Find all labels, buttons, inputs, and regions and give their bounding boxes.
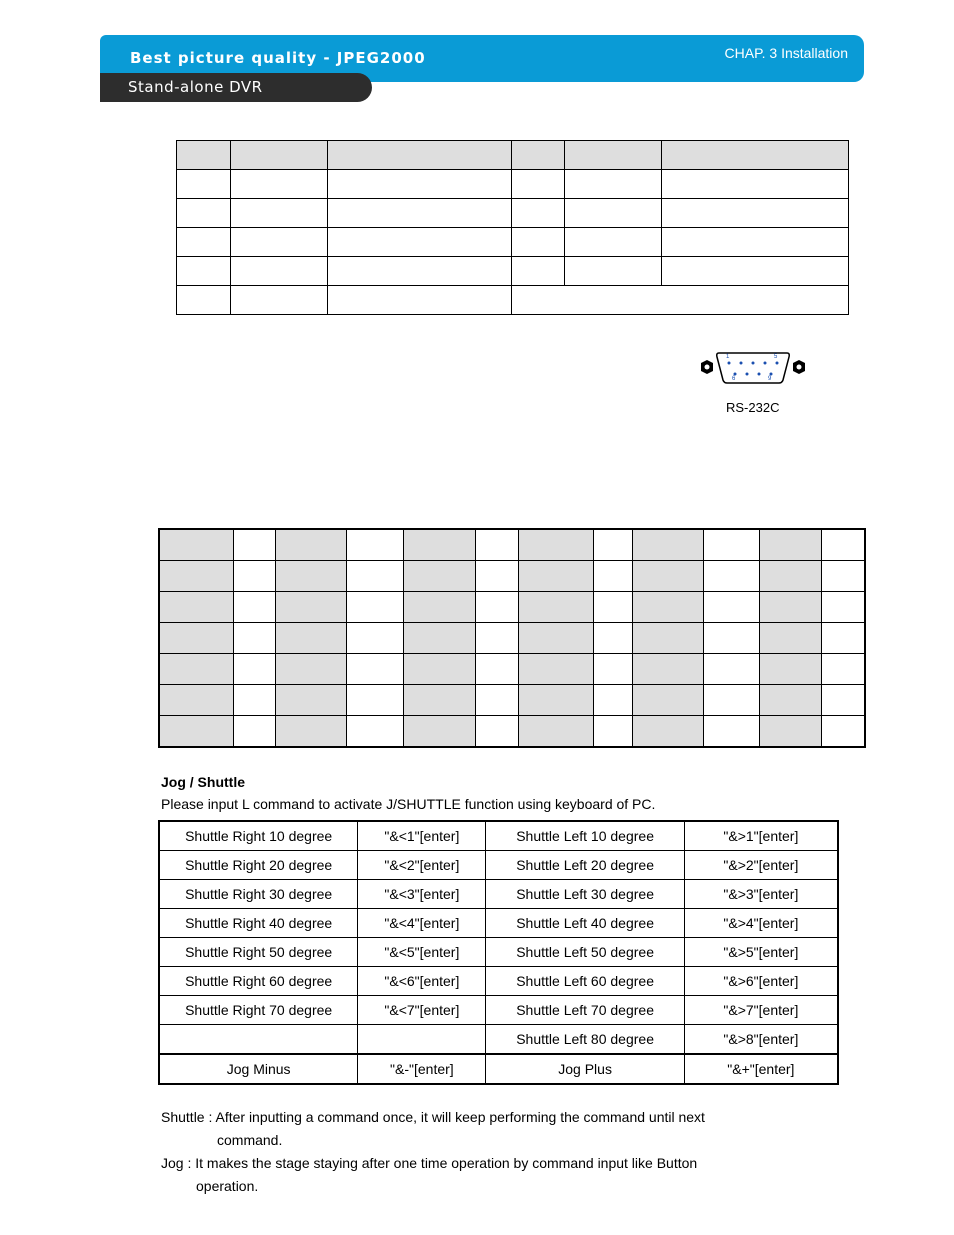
command-row bbox=[159, 1054, 838, 1084]
command-row bbox=[159, 967, 838, 996]
command-row bbox=[159, 909, 838, 938]
command-row bbox=[159, 851, 838, 880]
command-row bbox=[159, 996, 838, 1025]
command-key: "&>7"[enter] bbox=[684, 996, 838, 1025]
command-key: "&<6"[enter] bbox=[358, 967, 486, 996]
command-row bbox=[159, 821, 838, 851]
rs232-connector-icon bbox=[697, 348, 809, 388]
pin-table-row bbox=[177, 257, 849, 286]
command-key: "&>5"[enter] bbox=[684, 938, 838, 967]
command-name: Shuttle Left 30 degree bbox=[486, 880, 684, 909]
command-name: Shuttle Left 40 degree bbox=[486, 909, 684, 938]
key-grid-row bbox=[159, 592, 865, 623]
shuttle-note-line: Shuttle : After inputting a command once, it will keep performing the command until next bbox=[161, 1109, 705, 1125]
command-row bbox=[159, 938, 838, 967]
command-name: Shuttle Right 40 degree bbox=[159, 909, 358, 938]
shuttle-note bbox=[161, 1106, 705, 1152]
pin-table bbox=[176, 140, 849, 315]
pin-table-row bbox=[177, 170, 849, 199]
command-key: "&-"[enter] bbox=[358, 1054, 486, 1084]
chapter-label: CHAP. 3 Installation bbox=[724, 45, 848, 61]
command-key: "&<3"[enter] bbox=[358, 880, 486, 909]
command-name bbox=[159, 1025, 358, 1055]
connector-label: RS-232C bbox=[726, 400, 780, 415]
pin-table-row bbox=[177, 228, 849, 257]
command-name: Shuttle Right 10 degree bbox=[159, 821, 358, 851]
header-subtitle: Stand-alone DVR bbox=[128, 78, 263, 96]
pin-table-row bbox=[177, 286, 849, 315]
command-key: "&>3"[enter] bbox=[684, 880, 838, 909]
command-row bbox=[159, 1025, 838, 1055]
command-name: Shuttle Right 30 degree bbox=[159, 880, 358, 909]
key-grid-row bbox=[159, 654, 865, 685]
command-key: "&<4"[enter] bbox=[358, 909, 486, 938]
key-grid-row bbox=[159, 716, 865, 748]
command-key bbox=[358, 1025, 486, 1055]
command-name: Shuttle Right 20 degree bbox=[159, 851, 358, 880]
key-grid-row bbox=[159, 685, 865, 716]
command-name: Shuttle Right 50 degree bbox=[159, 938, 358, 967]
subtitle-tab bbox=[100, 73, 372, 102]
pin-label: 6 bbox=[732, 376, 736, 382]
command-name: Shuttle Left 70 degree bbox=[486, 996, 684, 1025]
command-name: Shuttle Left 50 degree bbox=[486, 938, 684, 967]
command-key: "&>4"[enter] bbox=[684, 909, 838, 938]
command-key: "&<2"[enter] bbox=[358, 851, 486, 880]
pin-label: 1 bbox=[726, 354, 730, 360]
pin-table-row bbox=[177, 199, 849, 228]
jog-note-line: operation. bbox=[196, 1178, 259, 1194]
pin-table-header-row bbox=[177, 141, 849, 170]
key-grid-row bbox=[159, 623, 865, 654]
command-key: "&+"[enter] bbox=[684, 1054, 838, 1084]
command-row bbox=[159, 880, 838, 909]
command-key: "&<1"[enter] bbox=[358, 821, 486, 851]
command-key: "&>1"[enter] bbox=[684, 821, 838, 851]
command-name: Shuttle Left 60 degree bbox=[486, 967, 684, 996]
jog-shuttle-heading: Jog / Shuttle bbox=[161, 774, 245, 790]
jog-note bbox=[161, 1152, 697, 1198]
command-name: Shuttle Right 60 degree bbox=[159, 967, 358, 996]
pin-label: 9 bbox=[768, 376, 772, 382]
jog-note-line: Jog : It makes the stage staying after one time operation by command input like Button bbox=[161, 1155, 698, 1171]
command-key: "&>6"[enter] bbox=[684, 967, 838, 996]
command-key: "&>8"[enter] bbox=[684, 1025, 838, 1055]
shuttle-note-line: command. bbox=[217, 1132, 283, 1148]
command-name: Jog Minus bbox=[159, 1054, 358, 1084]
pin-label: 5 bbox=[774, 354, 778, 360]
command-name: Shuttle Right 70 degree bbox=[159, 996, 358, 1025]
key-grid-row bbox=[159, 529, 865, 561]
header-title: Best picture quality - JPEG2000 bbox=[130, 49, 426, 67]
command-key: "&<7"[enter] bbox=[358, 996, 486, 1025]
key-grid-row bbox=[159, 561, 865, 592]
key-command-grid bbox=[158, 528, 866, 748]
command-key: "&>2"[enter] bbox=[684, 851, 838, 880]
command-name: Shuttle Left 10 degree bbox=[486, 821, 684, 851]
command-key: "&<5"[enter] bbox=[358, 938, 486, 967]
command-name: Shuttle Left 80 degree bbox=[486, 1025, 684, 1055]
jog-shuttle-command-table bbox=[158, 820, 839, 1085]
command-name: Jog Plus bbox=[486, 1054, 684, 1084]
jog-shuttle-intro: Please input L command to activate J/SHUTTLE function using keyboard of PC. bbox=[161, 796, 656, 812]
command-name: Shuttle Left 20 degree bbox=[486, 851, 684, 880]
